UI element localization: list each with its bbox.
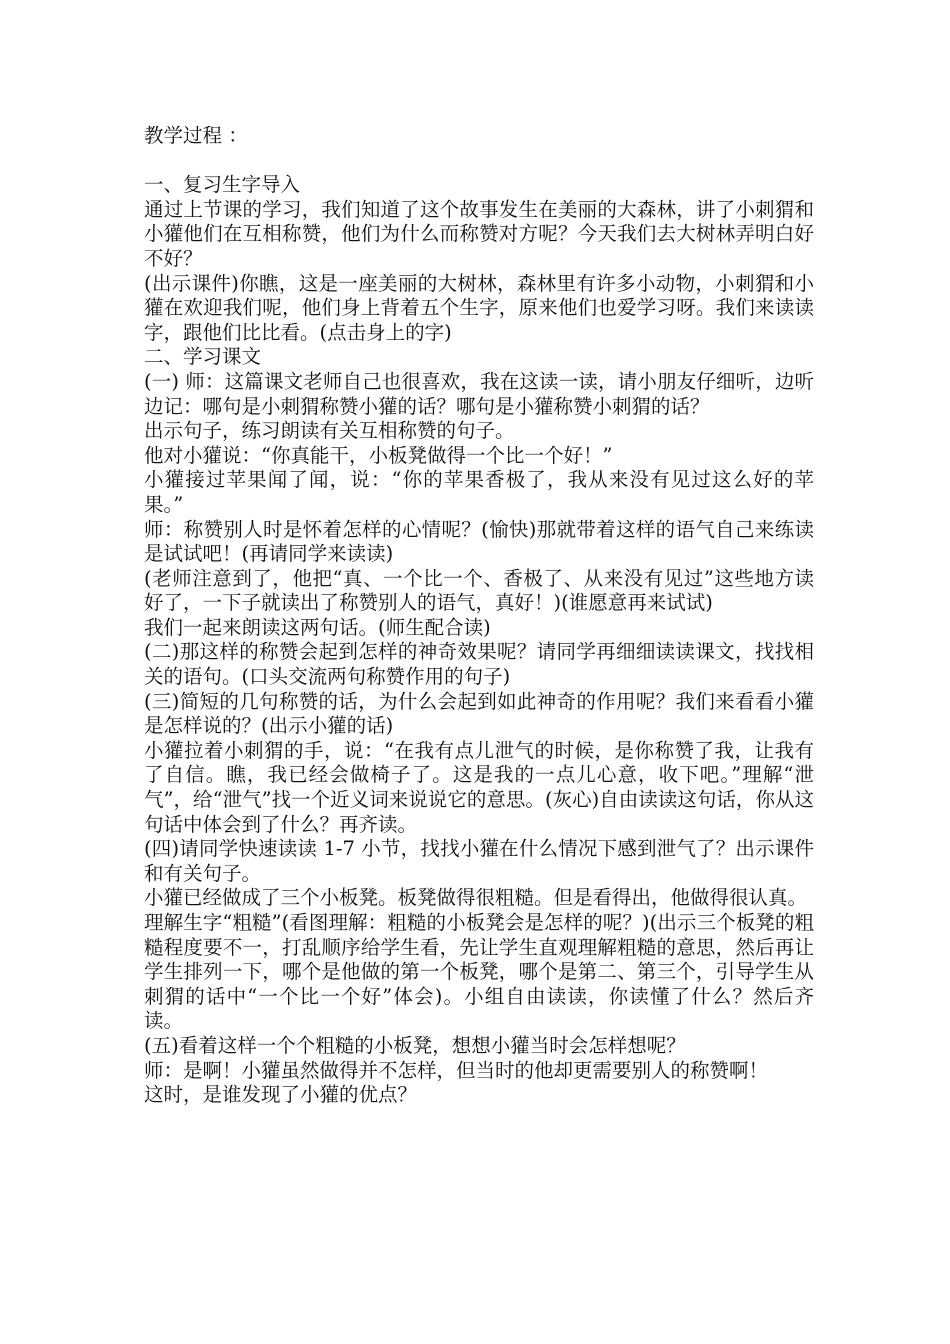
- blank-line: [144, 149, 814, 174]
- paragraph: 通过上节课的学习，我们知道了这个故事发生在美丽的大森林，讲了小刺猬和小獾他们在互相称赞，他们为什么而称赞对方呢？今天我们去大树林弄明白好不好？: [144, 197, 814, 270]
- paragraph: 小獾已经做成了三个小板凳。板凳做得很粗糙。但是看得出，他做得很认真。: [144, 886, 808, 910]
- document-heading: 教学过程 ：: [144, 124, 248, 147]
- paragraph: 出示句子，练习朗读有关互相称赞的句子。: [144, 419, 515, 443]
- document-page: [144, 124, 814, 1108]
- paragraph: (出示课件)你瞧，这是一座美丽的大树林，森林里有许多小动物，小刺猬和小獾在欢迎我们呢，他们身上背着五个生字，原来他们也爱学习呀。我们来读读字，跟他们比比看。(点击身上的字): [144, 271, 814, 344]
- section-heading-study: 二、学习课文: [144, 345, 262, 369]
- paragraph: (二)那这样的称赞会起到怎样的神奇效果呢？请同学再细细读读课文，找找相关的语句。(口头交流两句称赞作用的句子): [144, 640, 814, 689]
- paragraph: (一) 师：这篇课文老师自己也很喜欢，我在这读一读，请小朋友仔细听，边听边记：哪句是小刺猬称赞小獾的话？哪句是小獾称赞小刺猬的话？: [144, 369, 814, 418]
- section-heading-review: 一、复习生字导入: [144, 173, 301, 197]
- paragraph: (五)看着这样一个个粗糙的小板凳，想想小獾当时会怎样想呢？: [144, 1033, 686, 1057]
- paragraph: 小獾拉着小刺猬的手，说：“在我有点儿泄气的时候，是你称赞了我，让我有了自信。瞧，我已经会做椅子了。这是我的一点儿心意，收下吧。”理解“泄气”，给“泄气”找一个近义词来说说它的意思。(灰心)自由读读这句话，你从这句话中体会到了什么？再齐读。: [144, 738, 814, 836]
- paragraph: 师：称赞别人时是怀着怎样的心情呢？(愉快)那就带着这样的语气自己来练读是试试吧！(再请同学来读读): [144, 517, 814, 566]
- paragraph: 理解生字“粗糙”(看图理解：粗糙的小板凳会是怎样的呢？)(出示三个板凳的粗糙程度要不一，打乱顺序给学生看，先让学生直观理解粗糙的意思，然后再让学生排列一下，哪个是他做的第一个板凳，哪个是第二、第三个，引导学生从刺猬的话中“一个比一个好”体会)。小组自由读读，你读懂了什么？然后齐读。: [144, 911, 814, 1033]
- paragraph: 他对小獾说：“你真能干，小板凳做得一个比一个好！”: [144, 443, 613, 467]
- paragraph: 师：是啊！小獾虽然做得并不怎样，但当时的他却更需要别人的称赞啊！: [144, 1058, 769, 1082]
- paragraph: 这时，是谁发现了小獾的优点？: [144, 1083, 418, 1107]
- paragraph: (老师注意到了，他把“真、一个比一个、香极了、从来没有见过”这些地方读好了，一下子就读出了称赞别人的语气，真好！)(谁愿意再来试试): [144, 566, 814, 615]
- paragraph: 我们一起来朗读这两句话。(师生配合读): [144, 615, 491, 639]
- paragraph: 小獾接过苹果闻了闻，说：“你的苹果香极了，我从来没有见过这么好的苹果。”: [144, 468, 814, 516]
- paragraph: (四)请同学快速读读 1-7 小节，找找小獾在什么情况下感到泄气了？出示课件和有关句子。: [144, 837, 814, 885]
- paragraph: (三)简短的几句称赞的话，为什么会起到如此神奇的作用呢？我们来看看小獾是怎样说的？(出示小獾的话): [144, 689, 814, 738]
